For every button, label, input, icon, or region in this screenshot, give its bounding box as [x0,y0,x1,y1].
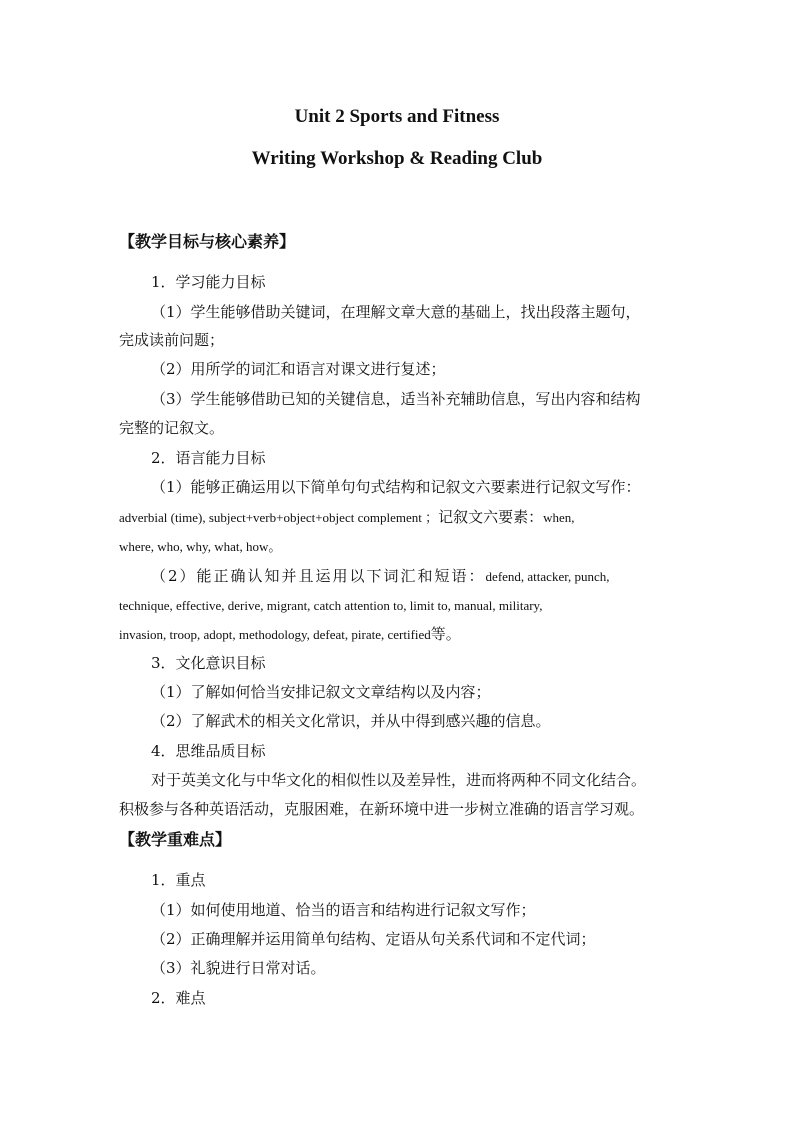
section-heading-objectives: 【教学目标与核心素养】 [119,232,296,251]
objective-2-title: 2．语言能力目标 [151,449,266,467]
objective-1-title: 1．学习能力目标 [151,273,266,291]
section-heading-key-points: 【教学重难点】 [119,830,232,849]
objective-4-title: 4．思维品质目标 [151,742,266,760]
vocabulary-etc: 等。 [430,625,461,643]
objective-4-p2: 积极参与各种英语活动，克服困难，在新环境中进一步树立准确的语言学习观。 [119,800,645,818]
objective-1-p3-line2: 完整的记叙文。 [119,419,225,437]
key-point-2: （2）正确理解并运用简单句结构、定语从句关系代词和不定代词； [151,930,596,948]
unit-title: Unit 2 Sports and Fitness [294,106,500,127]
key-points-title: 1．重点 [151,871,206,889]
objective-2-p1-line1: （1）能够正确运用以下简单句句式结构和记叙文六要素进行记叙文写作： [151,478,641,496]
objective-4-p1: 对于英美文化与中华文化的相似性以及差异性，进而将两种不同文化结合。 [151,771,647,789]
objective-2-p1-line2 [119,507,575,528]
vocabulary-list-part2: technique, effective, derive, migrant, catch attention to, limit to, manual, military, [119,598,543,613]
objective-1-p1-line1: （1）学生能够借助关键词，在理解文章大意的基础上，找出段落主题句， [151,303,641,321]
key-point-3: （3）礼貌进行日常对话。 [151,959,326,977]
objective-3-p2: （2）了解武术的相关文化常识，并从中得到感兴趣的信息。 [151,712,551,730]
vocabulary-list-part3: invasion, troop, adopt, methodology, defeat, pirate, certified [119,627,431,642]
lesson-subtitle: Writing Workshop & Reading Club [251,148,543,169]
difficult-points-title: 2．难点 [151,989,206,1007]
six-elements-list: where, who, why, what, how。 [119,539,282,554]
sentence-structure-text: adverbial (time), subject+verb+object+object complement ； [119,510,439,525]
key-point-1: （1）如何使用地道、恰当的语言和结构进行记叙文写作； [151,901,536,919]
objective-3-p1: （1）了解如何恰当安排记叙文文章结构以及内容； [151,683,491,701]
vocabulary-intro: （2）能正确认知并且运用以下词汇和短语： [151,567,486,585]
objective-3-title: 3．文化意识目标 [151,654,266,672]
objective-2-p2-line1 [151,566,610,587]
objective-1-p3-line1: （3）学生能够借助已知的关键信息，适当补充辅助信息，写出内容和结构 [151,390,641,408]
objective-2-p1-line3 [119,536,281,557]
objective-2-p2-line3 [119,624,461,645]
objective-1-p2: （2）用所学的词汇和语言对课文进行复述； [151,360,446,378]
six-elements-when: when, [543,510,575,525]
six-elements-label: 记叙文六要素： [438,508,544,526]
vocabulary-list-part1: defend, attacker, punch, [485,569,610,584]
objective-1-p1-line2: 完成读前问题； [119,331,225,349]
